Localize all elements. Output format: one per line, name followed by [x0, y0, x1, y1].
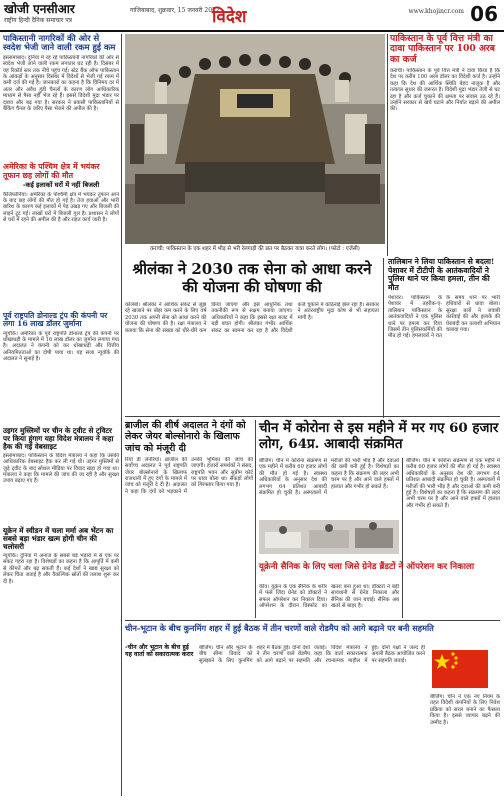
- column-rule-left: [121, 34, 122, 796]
- china-covid-headline: चीन में कोरोना से इस महीने में मर गए 60 हजार लोग, 64प्र. आबादी संक्रमित: [259, 420, 499, 453]
- wheat-headline: यूक्रेन में स्वीडन में चला मर्मा अब भेंटन का सबसे बड़ा भंडार खत्म होगी चीन की चलोसरी: [3, 525, 114, 551]
- ukraine-headline: यूक्रेनी सैनिक के लिए चला जिसे ग्रेनेड ब्रैंडटों ने ऑपरेशन कर निकाला: [259, 562, 475, 572]
- china-covid-body: बीजिंग। चीन में कोरोना संक्रमण से एक महीने में करीब 60 हजार लोगों की मौत हो गई है। स्वास्थ्य अधिकारियों के अनुसार देश की लगभग 64 प्रतिशत आबादी संक्रमित हो चुकी है। अस्पतालों में मरीजों की भारी भीड़ है और दवाओं की कमी बनी हुई है। विशेषज्ञों का कहना है कि संक्रमण की लहर अभी चरम पर है और आने वाले हफ्तों में हालात और गंभीर हो सकते हैं।: [259, 458, 399, 497]
- china-brief-body: बीजिंग। चीन ने एक नए नियम के तहत विदेशी कंपनियों के लिए निवेश प्रक्रिया को सरल बनाने का फैसला किया है। इससे व्यापार बढ़ने की उम्मीद है।: [430, 694, 500, 726]
- twitter-body: इस्लामाबाद। पाकिस्तान के विदेश मंत्रालय ने कहा कि उसकी आधिकारिक वेबसाइट हैक कर ली गई थी। उइगर मुस्लिमों से जुड़े ट्वीट के बाद सोशल मीडिया पर विवाद खड़ा हो गया था। मंत्रालय ने कहा कि मामले की जांच की जा रही है और सुरक्षा उपाय बढ़ाए गए हैं।: [3, 452, 119, 485]
- taliban-body: पेशावर। पाकिस्तान के पेशावर में तहरीक-ए-तालिबान पाकिस्तान के आतंकवादियों ने एक पुलिस थाने पर हमला कर दिया जिसमें तीन पुलिसकर्मियों की मौत हो गई। हमलावरों ने रात के समय थाने पर भारी हथियारों से धावा बोला। सुरक्षा बलों ने जवाबी कार्रवाई की और इलाके की घेराबंदी कर तलाशी अभियान चलाया गया।: [388, 295, 500, 340]
- china-flag-icon: [432, 650, 488, 688]
- trump-headline: पूर्व राष्ट्रपति डोनाल्ड ट्रंप की कंपनी पर लगा 16 लाख डॉलर जुर्माना: [3, 310, 108, 329]
- horizontal-rule-1: [125, 416, 500, 417]
- masthead: राष्ट्रीय हिन्दी दैनिक समाचार पत्र: [4, 17, 72, 24]
- wheat-body: न्यूयॉर्क। दुनिया में अनाज के सबसे बड़े भंडारों में से एक पर संकट गहरा रहा है। विशेषज्ञों का कहना है कि आपूर्ति में कमी से कीमतें और बढ़ सकती हैं। कई देशों ने खाद्य सुरक्षा को लेकर चिंता जताई है और वैकल्पिक स्रोतों की तलाश शुरू कर दी है।: [3, 553, 119, 585]
- column-rule-taliban: [383, 258, 384, 418]
- column-rule-covid: [402, 458, 403, 618]
- trump-body: न्यूयॉर्क। अमेरिका के पूर्व राष्ट्रपति डोनाल्ड ट्रंप की कंपनी पर धोखाधड़ी के मामले में 16 लाख डॉलर का जुर्माना लगाया गया है। अदालत ने कंपनी को कर धोखाधड़ी और वित्तीय अनियमितताओं का दोषी पाया था। यह सजा न्यूयॉर्क की अदालत ने सुनाई है।: [3, 330, 119, 363]
- china-bhutan-subhead: -चीन और भूटान के बीच हुई यह वार्ता को सकारात्मक करार: [125, 644, 194, 658]
- pak-citizens-headline: पाकिस्तानी नागरिकों की ओर से स्वदेश भेजी जाने वाली रकम हुई कम: [3, 33, 116, 53]
- us-storm-subhead: -कई इलाकों घरों में नहीं बिजली: [22, 181, 100, 190]
- page-header: [0, 0, 504, 32]
- china-bhutan-headline: चीन-भूटान के बीच कुनमिंग शहर में हुई बैठक में तीन चरणों वाले रोडमैप को आगे बढ़ाने पर बनी सहमति: [125, 623, 434, 633]
- train-photo: [125, 34, 385, 244]
- covid-photo-image: [259, 520, 399, 554]
- sri-lanka-body: कोलंबो। श्रीलंका ने आर्थिक संकट से जूझ रहे खजाने पर बोझ कम करने के लिए वर्ष 2030 तक अपनी सेना को आधा करने की योजना की घोषणा की है। रक्षा मंत्रालय ने बताया कि सेना की संख्या को धीरे-धीरे कम किया जाएगा और इसे आधुनिक तथा तकनीकी रूप से सक्षम बनाया जाएगा। अधिकारियों ने कहा कि इससे रक्षा बजट में बड़ी बचत होगी। श्रीलंका गंभीर आर्थिक संकट का सामना कर रहा है और विदेशी कर्ज चुकाने में कठिनाई झेल रहा है। सरकार ने अंतरराष्ट्रीय मुद्रा कोष से भी सहायता मांगी है।: [125, 302, 379, 334]
- covid-continued-body: बीजिंग। चीन में कोरोना संक्रमण से एक महीने में करीब 60 हजार लोगों की मौत हो गई है। स्वास्थ्य अधिकारियों के अनुसार देश की लगभग 64 प्रतिशत आबादी संक्रमित हो चुकी है। अस्पतालों में मरीजों की भारी भीड़ है और दवाओं की कमी बनी हुई है। विशेषज्ञों का कहना है कि संक्रमण की लहर अभी चरम पर है और आने वाले हफ्तों में हालात और गंभीर हो सकते हैं।: [406, 458, 500, 509]
- page-number: 06: [470, 2, 498, 26]
- bolsonaro-body: रियो डी जेनेरियो। ब्राजील की सर्वोच्च अदालत ने पूर्व राष्ट्रपति जेयर बोल्सोनारो के खिलाफ राजधानी में हुए दंगों के मामले में जांच को मंजूरी दे दी है। अदालत ने कहा कि दंगों को भड़काने में उनकी भूमिका की जांच की जाएगी। हजारों समर्थकों ने संसद, राष्ट्रपति भवन और सुप्रीम कोर्ट पर धावा बोला था। सैकड़ों लोगों को गिरफ्तार किया गया है।: [125, 456, 253, 495]
- right-top-column: [390, 34, 500, 252]
- column-rule-bolsonaro: [255, 420, 256, 618]
- bolsonaro-headline: ब्राजील की शीर्ष अदालत ने दंगों को लेकर जेयर बोल्सोनारो के खिलाफ जांच को मंजूरी दी: [125, 420, 246, 454]
- sri-lanka-headline: श्रीलंका ने 2030 तक सेना को आधा करने की योजना की घोषणा की: [132, 260, 372, 296]
- website-url: www.khojincr.com: [408, 8, 464, 15]
- china-bhutan-column: [125, 645, 425, 795]
- issue-date: गाजियाबाद, शुक्रवार, 15 जनवरी 2022: [130, 7, 220, 14]
- covid-photo: [259, 520, 399, 554]
- left-column: [3, 34, 119, 701]
- pak-citizens-body: इस्लामाबाद। दुनिया में रह रहे पाकिस्तानी नागरिकों की ओर से स्वदेश भेजी जाने वाली रकम लगातार घट रही है। दिसंबर में यह रिकॉर्ड स्तर तक नीचे पहुंच गई। स्टेट बैंक ऑफ पाकिस्तान के आंकड़ों के अनुसार दिसंबर में विदेशों से भेजी गई रकम में कमी दर्ज की गई है। जानकारों का कहना है कि विनिमय दर में अंतर और अवैध हुंडी चैनलों के कारण लोग आधिकारिक माध्यम से पैसा नहीं भेज रहे हैं। इससे विदेशी मुद्रा भंडार पर दबाव और बढ़ गया है। सरकार ने प्रवासी पाकिस्तानियों से बैंकिंग चैनल के जरिए पैसा भेजने की अपील की है।: [3, 54, 119, 113]
- horizontal-rule-2: [125, 620, 500, 621]
- taliban-headline: तालिबान ने लिया पाकिस्तान से बदला! पेशावर में टीटीपी के आतंकवादियों ने पुलिस थाने पर किया हमला, तीन की मौत: [388, 257, 495, 292]
- pak-debt-headline: पाकिस्तान के पूर्व वित्त मंत्री का दावा पाकिस्तान पर 100 अरब का कर्ज: [390, 33, 496, 65]
- pak-debt-body: कराची। पाकिस्तान के पूर्व वित्त मंत्री ने दावा किया है कि देश पर करीब 100 अरब डॉलर का विदेशी कर्ज है। उन्होंने कहा कि देश की आर्थिक स्थिति बेहद नाजुक है और तत्काल सुधार की जरूरत है। विदेशी मुद्रा भंडार तेजी से घट रहा है और कर्ज चुकाने की क्षमता पर सवाल उठ रहे हैं। उन्होंने सरकार से खर्च घटाने और निर्यात बढ़ाने की अपील की।: [390, 67, 500, 113]
- taliban-column: [388, 258, 500, 401]
- china-bhutan-body: बीजिंग। चीन और भूटान के बीच सीमा विवाद को सुलझाने के लिए कुनमिंग शहर में बैठक हुई। दोनों देशों ने तीन चरणों वाले रोडमैप को आगे बढ़ाने पर सहमति जताई। विदेश मंत्रालय ने कहा कि वार्ता सकारात्मक और रचनात्मक माहौल में हुई। दोनों पक्षों ने जल्द ही अगली बैठक आयोजित करने पर सहमति जताई।: [199, 645, 425, 664]
- us-storm-headline: अमेरिका के पश्चिम क्षेत्र में भयंकर तूफान छह लोगों की मौत: [3, 161, 100, 180]
- section-title: विदेश: [212, 7, 247, 27]
- us-storm-body: कैलिफोर्निया। अमेरिका के पश्चिमी क्षेत्र में भयंकर तूफान आने के बाद छह लोगों की मौत हो गई है। तेज हवाओं और भारी बारिश के कारण कई इलाकों में पेड़ उखड़ गए और बिजली की लाइनें टूट गईं। लाखों घरों में बिजली गुल है। प्रशासन ने लोगों से घरों में रहने की अपील की है और राहत कार्य जारी है।: [3, 191, 119, 224]
- column-rule-right-top: [387, 34, 388, 256]
- twitter-headline: उइगर मुस्लिमों पर चीन के ट्वीट से ट्विटर पर किया हुंगाग यहा विदेश मंत्रालय ने कहा हैक की गई वेबसाइट: [3, 425, 114, 451]
- photo-caption: कराची: पाकिस्तान के एक शहर में भीड़ से भरी रेलगाड़ी की छत पर बैठकर यात्रा करते लोग। (फोटो : एजेंसी): [150, 246, 360, 252]
- bolsonaro-column: [125, 420, 253, 623]
- china-flag-image: [432, 650, 488, 688]
- train-photo-image: [125, 34, 385, 244]
- newspaper-logo: खोजी एनसीआर: [4, 2, 75, 16]
- ukraine-body: कीव। यूक्रेन के एक सैनिक के शरीर में फंसे जिंदा ग्रेनेड को डॉक्टरों ने सफल ऑपरेशन कर निकाल दिया। ऑपरेशन के दौरान विस्फोट का खतरा बना हुआ था। डॉक्टरों ने बड़ी सावधानी से ग्रेनेड निकाला और सैनिक की जान बचाई। सैनिक अब खतरे से बाहर है।: [259, 584, 399, 610]
